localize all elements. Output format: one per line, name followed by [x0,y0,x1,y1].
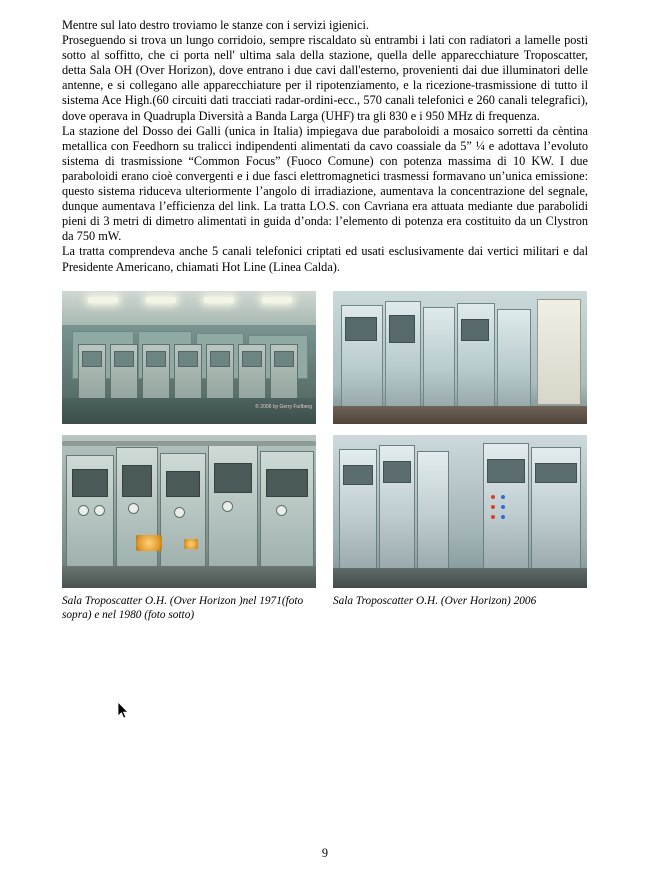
equipment-bay [214,463,252,493]
gauge-dial [174,507,185,518]
status-led-blue [501,495,505,499]
caption-group [62,594,592,622]
ceiling-lamp [88,297,118,303]
gauge-dial [276,505,287,516]
ceiling [62,291,316,325]
photo-credit: © 2006 by Gerry Furlberg [255,403,312,410]
equipment-bay [166,471,200,497]
caption-left: Sala Troposcatter O.H. (Over Horizon )nel 1971(foto sopra) e nel 1980 (foto sotto) [62,594,304,621]
gauge-dial [128,503,139,514]
gauge-dial [222,501,233,512]
ceiling-lamp [204,297,234,303]
figure-group [62,291,592,588]
equipment-rack [417,451,449,571]
status-led-blue [501,515,505,519]
body-text [62,18,588,275]
paragraph-2: Proseguendo si trova un lungo corridoio, sempre riscaldato sù entrambi i lati con radiatori a lamelle posti sotto al soffitto, che ci porta nell' ultima sala della stazione, quella delle apparecchiature Troposcatter, detta Sala OH (Over Horizon), dove entrano i due cavi dall'esterno, provenienti dai due illuminatori delle antenne, e si collegano alle apparecchiature per il ripotenziamento, e la ricezione-trasmissione di tutto il sistema Ace High.(60 circuiti dati tracciati radar-ordini-ecc., 570 canali telefonici e 260 canali telegrafici), dove operava in Quadrupla Diversità a Banda Larga (UHF) tra gli 830 e i 950 MHz di frequenza. [62,33,588,123]
cabinet-panel [345,317,377,341]
page-number: 9 [321,846,329,860]
rack-slot [487,459,525,483]
indicator-lamp [136,535,162,551]
floor [62,398,316,424]
status-led-red [491,515,495,519]
mouse-cursor [118,702,129,719]
cabinet-panel [389,315,415,343]
rack-slot [383,461,411,483]
cabinet-panel [461,319,489,341]
gauge-dial [78,505,89,516]
status-led-red [491,495,495,499]
gauge-dial [94,505,105,516]
ceiling-lamp [146,297,176,303]
floor [62,566,316,588]
ceiling-lamp [262,297,292,303]
rack-slot [343,465,373,485]
photo-troposcatter-1971-top [62,291,316,424]
indicator-lamp [184,539,198,549]
status-led-blue [501,505,505,509]
paragraph-1: Mentre sul lato destro troviamo le stanze con i servizi igienici. [62,18,369,32]
overhead-cable-tray [62,441,316,446]
equipment-cabinet [497,309,531,411]
floor [333,568,587,588]
photo-troposcatter-1980-bottom [62,435,316,588]
caption-right: Sala Troposcatter O.H. (Over Horizon) 2006 [333,594,537,607]
paragraph-4: La tratta comprendeva anche 5 canali telefonici criptati ed usati esclusivamente dai vertici militari e dal Presidente Americano, chiamati Hot Line (Linea Calda). [62,244,588,274]
floor [333,406,587,424]
photo-troposcatter-2006-bottom [333,435,587,588]
equipment-bay [122,465,152,497]
status-led-red [491,505,495,509]
equipment-cabinet [423,307,455,411]
paragraph-3: La stazione del Dosso dei Galli (unica in Italia) impiegava due paraboloidi a mosaico sorretti da cèntina metallica con Feedhorn su tralicci indipendenti alimentati da cavo coassiale da 5” ¼ e adottava l’evoluto sistema di trasmissione “Common Focus” (Fuoco Comune) con potenza massima di 10 KW. I due paraboloidi erano cioè convergenti e i due fasci elettromagnetici trasmessi formavano un’unica emissione: questo sistema riduceva ulteriormente l’angolo di irradiazione, aumentava la concentrazione del segnale, dunque aumentava l’efficienza del link. La tratta LO.S. con Cavriana era attuata mediante due parabolidi pieni di 3 metri di dimetro alimentati in guida d’onda: l’elemento di potenza era costituito da un Clystron da 750 mW. [62,123,588,244]
equipment-bay [72,469,108,497]
rack-slot [535,463,577,483]
photo-troposcatter-2006-top [333,291,587,424]
doorway [537,299,581,405]
equipment-bay [266,469,308,497]
